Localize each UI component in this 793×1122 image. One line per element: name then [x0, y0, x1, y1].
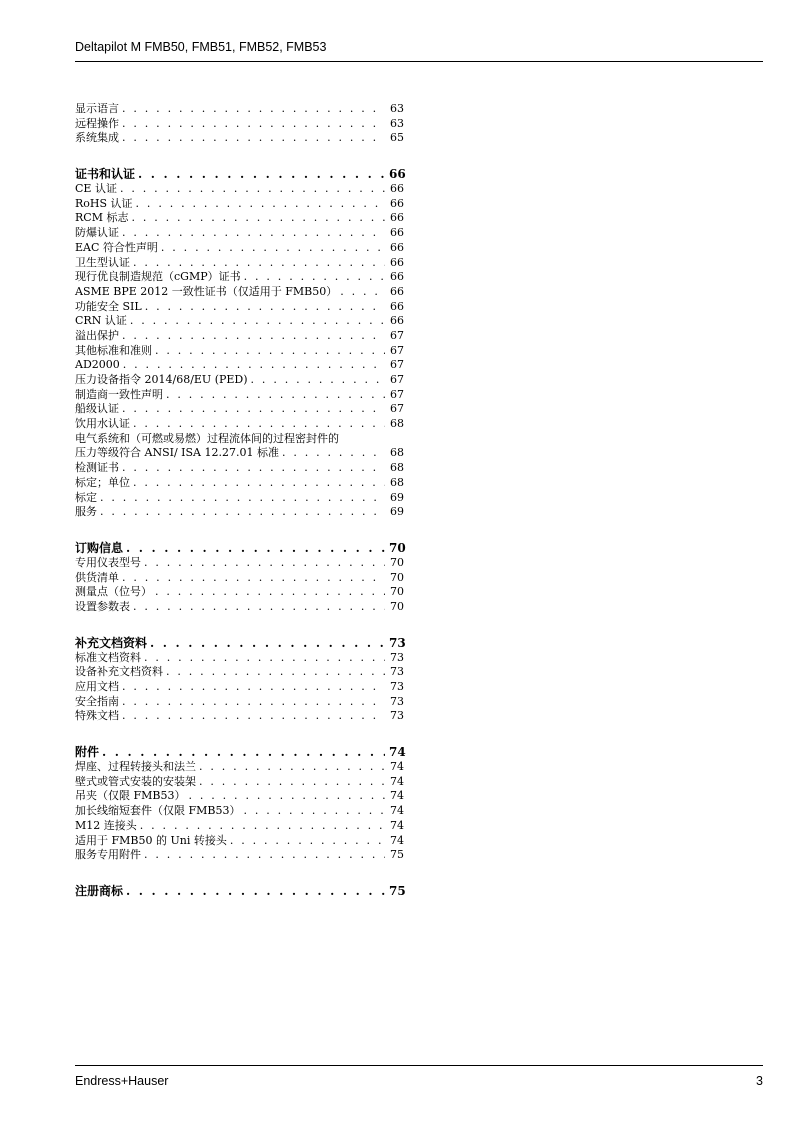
toc-entry-title: 适用于 FMB50 的 Uni 转接头: [75, 833, 227, 847]
toc-entry[interactable]: [75, 585, 404, 600]
toc-group: [75, 635, 404, 724]
toc-entry[interactable]: [75, 314, 404, 329]
toc-entry-title: 压力等级符合 ANSI/ ISA 12.27.01 标准: [75, 446, 279, 460]
toc-page-number: 70: [390, 555, 404, 569]
toc-page-number: 70: [389, 540, 406, 555]
toc-entry-title: 专用仪表型号: [75, 555, 141, 569]
toc-dot-leader: [122, 131, 385, 146]
toc-page-number: 63: [390, 116, 404, 130]
toc-section-heading[interactable]: [75, 744, 404, 760]
toc-entry[interactable]: [75, 102, 404, 117]
toc-dot-leader: [155, 344, 385, 359]
toc-dot-leader: [136, 197, 385, 212]
toc-page-number: 68: [390, 446, 404, 460]
toc-entry-title: 吊夹（仅限 FMB53）: [75, 789, 186, 803]
toc-dot-leader: [230, 834, 385, 849]
toc-entry[interactable]: [75, 819, 404, 834]
toc-dot-leader: [199, 760, 385, 775]
toc-page-number: 67: [390, 373, 404, 386]
toc-page-number: 67: [390, 402, 404, 416]
toc-page-number: 66: [390, 270, 404, 284]
toc-entry-title: 注册商标: [75, 883, 124, 898]
toc-dot-leader: [131, 211, 385, 226]
toc-dot-leader: [122, 461, 385, 476]
toc-dot-leader: [122, 680, 385, 695]
toc-dot-leader: [161, 241, 385, 256]
toc-entry-title: 服务: [75, 505, 97, 519]
footer-brand: Endress+Hauser: [75, 1074, 169, 1088]
toc-dot-leader: [166, 388, 385, 403]
toc-page-number: 69: [390, 505, 404, 519]
toc-entry[interactable]: [75, 476, 404, 491]
toc-dot-leader: [282, 446, 385, 461]
toc-page-number: 66: [390, 196, 404, 210]
toc-entry-title: 供货清单: [75, 570, 119, 584]
toc-entry-title: 设备补充文档资料: [75, 665, 163, 679]
toc-group-spacer: [75, 146, 404, 166]
toc-entry-title: 检测证书: [75, 461, 119, 475]
toc-dot-leader: [133, 476, 385, 491]
toc-page-number: 74: [389, 745, 406, 760]
toc-dot-leader: [133, 256, 385, 271]
toc-dot-leader: [102, 744, 385, 760]
toc-dot-leader: [145, 300, 385, 315]
toc-entry[interactable]: [75, 358, 404, 373]
toc-entry-title: 订购信息: [75, 540, 124, 555]
toc-entry-title: ASME BPE 2012 一致性证书（仅适用于 FMB50）: [75, 284, 338, 298]
toc-entry-title: M12 连接头: [75, 818, 137, 832]
toc-page-number: 66: [390, 255, 404, 269]
toc-entry[interactable]: [75, 373, 404, 388]
toc-entry-title: RoHS 认证: [75, 196, 133, 210]
toc-page-number: 75: [389, 883, 406, 898]
toc-entry-title: 补充文档资料: [75, 635, 148, 650]
toc-entry[interactable]: [75, 211, 404, 226]
toc-page-number: 66: [390, 299, 404, 313]
toc-dot-leader: [340, 285, 385, 300]
toc-entry-title: 制造商一致性声明: [75, 387, 163, 401]
toc-page-number: 67: [390, 387, 404, 401]
toc-group-spacer: [75, 724, 404, 744]
toc-page-number: 63: [390, 102, 404, 115]
toc-entry[interactable]: [75, 270, 404, 285]
toc-page-number: 73: [390, 709, 404, 723]
toc-dot-leader: [122, 102, 385, 117]
toc-dot-leader: [155, 585, 385, 600]
toc-page-number: 66: [390, 182, 404, 196]
toc-group: [75, 102, 404, 146]
toc-entry[interactable]: [75, 226, 404, 241]
toc-dot-leader: [188, 789, 385, 804]
toc-entry-title: EAC 符合性声明: [75, 240, 158, 254]
toc-page-number: 68: [390, 461, 404, 475]
toc-dot-leader: [120, 182, 385, 197]
toc-group: [75, 883, 404, 899]
toc-page-number: 73: [390, 665, 404, 679]
toc-entry-title: 设置参数表: [75, 599, 130, 613]
toc-page-number: 66: [390, 284, 404, 298]
toc-dot-leader: [144, 556, 385, 571]
toc-entry[interactable]: [75, 329, 404, 344]
toc-page-number: 74: [390, 760, 404, 774]
toc-dot-leader: [251, 373, 385, 388]
toc-page-number: 74: [390, 804, 404, 818]
toc-entry-title: 显示语言: [75, 102, 119, 115]
toc-entry-title: 系统集成: [75, 131, 119, 145]
toc-entry[interactable]: [75, 344, 404, 359]
toc-entry[interactable]: [75, 834, 404, 849]
toc-entry[interactable]: [75, 402, 404, 417]
toc-dot-leader: [166, 665, 385, 680]
toc-group-spacer: [75, 863, 404, 883]
toc-entry[interactable]: [75, 775, 404, 790]
toc-entry-title: 远程操作: [75, 116, 119, 130]
toc-page-number: 70: [390, 585, 404, 599]
toc-entry[interactable]: [75, 432, 404, 447]
toc-entry-title: 安全指南: [75, 694, 119, 708]
toc-dot-leader: [243, 804, 385, 819]
toc-entry-title: 服务专用附件: [75, 848, 141, 862]
toc-page-number: 74: [390, 833, 404, 847]
toc-entry-title: 压力设备指令 2014/68/EU (PED): [75, 373, 248, 386]
toc-dot-leader: [123, 358, 385, 373]
toc-page-number: 66: [390, 211, 404, 225]
toc-dot-leader: [126, 540, 385, 556]
toc-entry[interactable]: [75, 241, 404, 256]
toc-page-number: 74: [390, 774, 404, 788]
toc-page-number: 74: [390, 818, 404, 832]
toc-page-number: 70: [390, 570, 404, 584]
toc-entry-title: 功能安全 SIL: [75, 299, 142, 313]
toc-dot-leader: [122, 695, 385, 710]
toc-section-heading[interactable]: [75, 540, 404, 556]
toc-entry-title: 电气系统和（可燃或易燃）过程流体间的过程密封件的: [75, 431, 339, 445]
toc-entry[interactable]: [75, 760, 404, 775]
toc-entry[interactable]: [75, 651, 404, 666]
toc-entry[interactable]: [75, 571, 404, 586]
toc-entry-title: 其他标准和准则: [75, 343, 152, 357]
toc-entry-title: 防爆认证: [75, 226, 119, 240]
toc-entry-title: 船级认证: [75, 402, 119, 416]
toc-entry[interactable]: [75, 300, 404, 315]
toc-entry[interactable]: [75, 695, 404, 710]
toc-dot-leader: [244, 270, 385, 285]
toc-dot-leader: [144, 848, 385, 863]
toc-entry-title: 焊座、过程转接头和法兰: [75, 760, 196, 774]
toc-entry-title: CRN 认证: [75, 314, 127, 328]
toc-entry[interactable]: [75, 388, 404, 403]
toc-entry-title: 现行优良制造规范（cGMP）证书: [75, 270, 241, 284]
toc-entry-title: CE 认证: [75, 182, 117, 196]
toc-page-number: 73: [390, 680, 404, 693]
toc-section-heading[interactable]: [75, 883, 404, 899]
toc-entry-title: RCM 标志: [75, 211, 129, 225]
toc-entry[interactable]: [75, 505, 404, 520]
toc-page-number: 69: [390, 490, 404, 504]
toc-dot-leader: [122, 117, 385, 132]
footer-rule: [75, 1065, 763, 1066]
toc-entry[interactable]: [75, 461, 404, 476]
toc-page-number: 66: [390, 240, 404, 254]
toc-dot-leader: [138, 166, 385, 182]
toc-page-number: 67: [390, 358, 404, 372]
toc-entry-title: 测量点（位号）: [75, 585, 152, 599]
toc-dot-leader: [130, 314, 385, 329]
toc-dot-leader: [126, 883, 385, 899]
toc-entry-title: 标定；单位: [75, 475, 130, 489]
toc-dot-leader: [122, 709, 385, 724]
toc-entry-title: 证书和认证: [75, 167, 136, 182]
toc-section-heading[interactable]: [75, 635, 404, 651]
toc-group: [75, 744, 404, 863]
toc-dot-leader: [150, 635, 385, 651]
toc-entry[interactable]: [75, 417, 404, 432]
toc-entry-title: 溢出保护: [75, 328, 119, 342]
toc-page-number: 68: [390, 417, 404, 431]
toc-page-number: 67: [390, 343, 404, 357]
toc-group: [75, 166, 404, 520]
toc-page-number: 67: [390, 328, 404, 342]
toc-entry[interactable]: [75, 804, 404, 819]
toc-page-number: 68: [390, 475, 404, 489]
toc-page-number: 73: [390, 694, 404, 708]
toc-entry-title: 附件: [75, 745, 100, 760]
toc-entry[interactable]: [75, 848, 404, 863]
toc-entry[interactable]: [75, 182, 404, 197]
toc-entry-title: 特殊文档: [75, 709, 119, 723]
toc-group-spacer: [75, 520, 404, 540]
toc-entry-title: 标定: [75, 490, 97, 504]
toc-entry-title: AD2000: [75, 358, 120, 372]
toc-page-number: 65: [390, 131, 404, 145]
toc-group-spacer: [75, 615, 404, 635]
toc-dot-leader: [122, 571, 385, 586]
toc-page-number: 75: [390, 848, 404, 862]
toc-entry[interactable]: [75, 680, 404, 695]
toc-entry[interactable]: [75, 709, 404, 724]
toc-entry[interactable]: [75, 117, 404, 132]
toc-entry-title: 标准文档资料: [75, 650, 141, 664]
toc-dot-leader: [122, 329, 385, 344]
toc-entry[interactable]: [75, 285, 404, 300]
header-rule: [75, 61, 763, 62]
toc-dot-leader: [144, 651, 385, 666]
toc-page-number: 74: [390, 789, 404, 803]
toc-page-number: 73: [390, 650, 404, 664]
table-of-contents: [75, 102, 404, 899]
toc-dot-leader: [100, 491, 385, 506]
toc-page-number: 66: [389, 167, 406, 182]
toc-entry[interactable]: [75, 446, 404, 461]
toc-dot-leader: [199, 775, 385, 790]
toc-entry-title: 卫生型认证: [75, 255, 130, 269]
toc-dot-leader: [100, 505, 385, 520]
toc-entry[interactable]: [75, 256, 404, 271]
toc-page-number: 66: [390, 314, 404, 328]
toc-entry-title: 加长线缩短套件（仅限 FMB53）: [75, 804, 241, 818]
toc-entry[interactable]: [75, 556, 404, 571]
page-number: 3: [756, 1074, 763, 1088]
toc-dot-leader: [133, 600, 385, 615]
toc-entry[interactable]: [75, 665, 404, 680]
toc-entry[interactable]: [75, 131, 404, 146]
toc-dot-leader: [122, 226, 385, 241]
toc-page-number: 70: [390, 599, 404, 613]
toc-entry[interactable]: [75, 197, 404, 212]
toc-entry[interactable]: [75, 789, 404, 804]
toc-entry-title: 饮用水认证: [75, 417, 130, 431]
toc-entry-title: 壁式或管式安装的安装架: [75, 774, 196, 788]
toc-dot-leader: [122, 402, 385, 417]
running-header: Deltapilot M FMB50, FMB51, FMB52, FMB53: [75, 40, 327, 54]
toc-entry[interactable]: [75, 491, 404, 506]
toc-page-number: 73: [389, 635, 406, 650]
toc-entry[interactable]: [75, 600, 404, 615]
toc-section-heading[interactable]: [75, 166, 404, 182]
toc-dot-leader: [140, 819, 385, 834]
toc-entry-title: 应用文档: [75, 680, 119, 693]
toc-page-number: 66: [390, 226, 404, 240]
toc-dot-leader: [133, 417, 385, 432]
toc-group: [75, 540, 404, 615]
